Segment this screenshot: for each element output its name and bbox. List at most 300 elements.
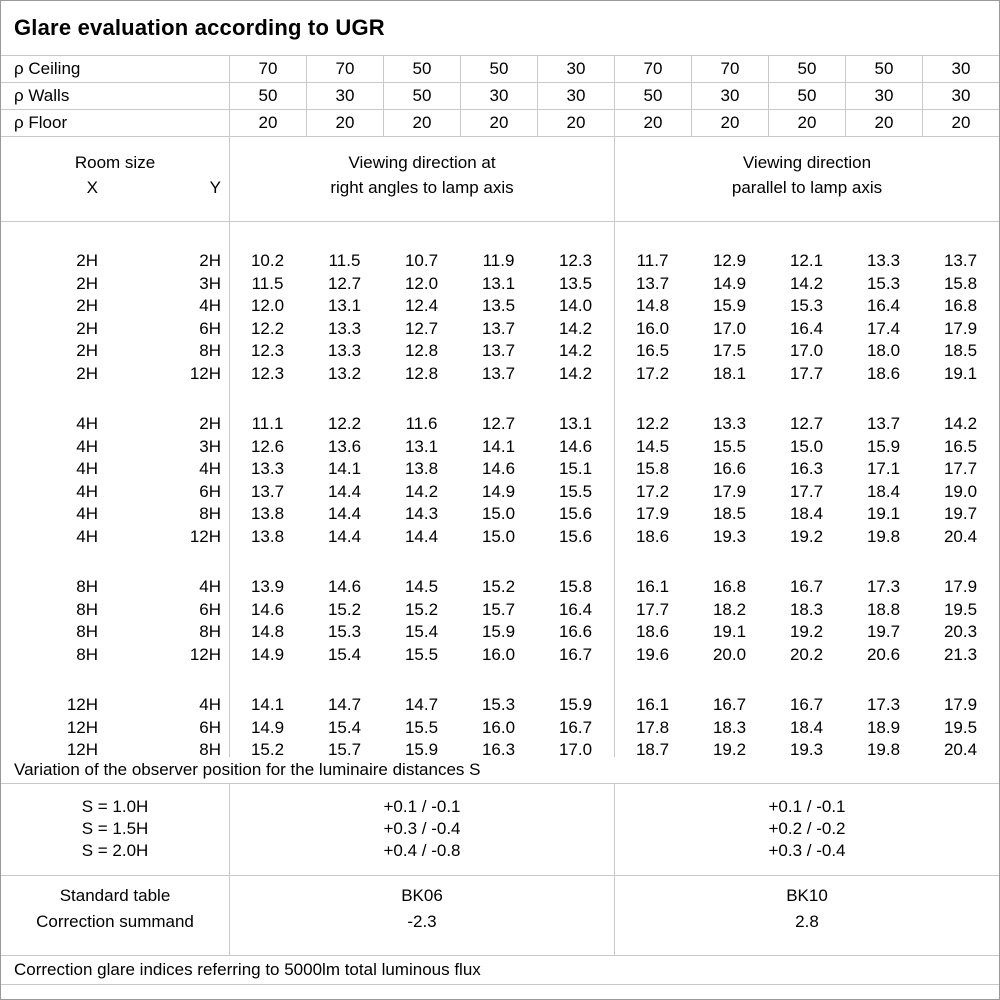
ugr-value: 17.7 <box>789 481 824 501</box>
reflectance-row-label: ρ Walls <box>14 86 70 105</box>
ugr-value: 16.4 <box>558 599 593 619</box>
room-size-x-value: 8H <box>76 577 98 596</box>
ugr-value: 17.7 <box>943 459 978 478</box>
ugr-value: 14.9 <box>712 273 747 293</box>
reflectance-value: 70 <box>691 56 768 82</box>
ugr-value: 16.4 <box>866 296 901 315</box>
room-size-x-value: 4H <box>76 414 98 433</box>
ugr-value: 17.8 <box>635 717 670 737</box>
ugr-value: 14.9 <box>250 717 285 737</box>
ugr-value: 15.4 <box>327 644 362 664</box>
ugr-table-row <box>1 250 999 273</box>
ugr-value: 13.1 <box>327 296 362 315</box>
ugr-value: 14.6 <box>558 436 593 456</box>
ugr-value: 16.3 <box>481 740 516 759</box>
page-title: Glare evaluation according to UGR <box>14 15 385 40</box>
ugr-value: 13.3 <box>250 459 285 478</box>
room-size-x-value: 2H <box>76 363 98 383</box>
ugr-value: 19.2 <box>789 622 824 641</box>
ugr-value: 17.0 <box>789 341 824 360</box>
reflectance-value: 20 <box>922 110 999 136</box>
ugr-value: 12.1 <box>789 251 824 270</box>
ugr-value: 12.2 <box>250 318 285 338</box>
ugr-value: 17.5 <box>712 341 747 360</box>
ugr-value: 16.6 <box>558 622 593 641</box>
correction-summand-label: Correction summand <box>36 912 194 931</box>
ugr-value: 14.0 <box>558 296 593 315</box>
ugr-value: 19.3 <box>789 740 824 759</box>
ugr-value: 16.8 <box>943 296 978 315</box>
ugr-value: 13.5 <box>481 296 516 315</box>
ugr-value: 14.2 <box>404 481 439 501</box>
ugr-value: 13.1 <box>481 273 516 293</box>
ugr-value: 15.2 <box>327 599 362 619</box>
ugr-value: 18.6 <box>635 622 670 641</box>
ugr-value: 17.1 <box>866 459 901 478</box>
ugr-table-row <box>1 481 999 504</box>
ugr-value: 14.3 <box>404 504 439 523</box>
ugr-row-group <box>1 250 999 385</box>
reflectance-value: 30 <box>922 56 999 82</box>
room-size-y-value: 8H <box>199 504 221 523</box>
reflectance-value: 30 <box>306 83 383 109</box>
ugr-value: 18.6 <box>866 363 901 383</box>
variation-value: +0.3 / -0.4 <box>768 841 846 860</box>
ugr-value: 14.4 <box>327 526 362 546</box>
ugr-value: 13.7 <box>943 251 978 270</box>
ugr-value: 19.8 <box>866 526 901 546</box>
reflectance-value: 20 <box>229 110 306 136</box>
room-size-y-value: 6H <box>199 318 221 338</box>
ugr-value: 12.0 <box>404 273 439 293</box>
ugr-value: 15.9 <box>558 695 593 714</box>
ugr-value: 17.9 <box>635 504 670 523</box>
variation-value: +0.4 / -0.8 <box>383 841 461 860</box>
ugr-value: 14.9 <box>481 481 516 501</box>
ugr-table-row <box>1 273 999 296</box>
variation-value: +0.1 / -0.1 <box>768 797 846 816</box>
room-size-x-value: 12H <box>66 740 98 759</box>
standard-right-angles <box>229 876 614 955</box>
ugr-table-row <box>1 739 999 762</box>
correction-summand-value: -2.3 <box>407 912 437 931</box>
ugr-value: 13.5 <box>558 273 593 293</box>
title-row <box>1 1 999 56</box>
ugr-value: 15.6 <box>558 504 593 523</box>
ugr-value: 15.1 <box>558 459 593 478</box>
ugr-value: 15.3 <box>481 695 516 714</box>
ugr-value: 17.3 <box>866 695 901 714</box>
ugr-table-row <box>1 694 999 717</box>
ugr-value: 13.2 <box>327 363 362 383</box>
standard-table-labels <box>1 876 229 955</box>
standard-table-value: BK10 <box>786 886 828 905</box>
ugr-value: 15.7 <box>481 599 516 619</box>
room-size-y-value: 12H <box>189 526 221 546</box>
ugr-row-group <box>1 694 999 762</box>
ugr-value: 21.3 <box>943 644 978 664</box>
ugr-value: 15.9 <box>866 436 901 456</box>
room-size-y-value: 4H <box>199 296 221 315</box>
reflectance-value: 20 <box>614 110 691 136</box>
s-variation-parallel <box>614 784 999 875</box>
reflectance-row-label: ρ Floor <box>14 113 68 132</box>
ugr-value: 13.1 <box>558 414 593 433</box>
ugr-value: 16.1 <box>635 695 670 714</box>
ugr-value: 16.1 <box>635 577 670 596</box>
ugr-value: 17.2 <box>635 363 670 383</box>
ugr-value: 16.7 <box>558 717 593 737</box>
ugr-value: 13.8 <box>250 504 285 523</box>
variation-value: +0.2 / -0.2 <box>768 819 846 838</box>
reflectance-value: 30 <box>845 83 922 109</box>
s-label: S = 1.0H <box>81 797 149 816</box>
ugr-value: 17.9 <box>943 695 978 714</box>
standard-table-value: BK06 <box>401 886 443 905</box>
reflectance-value: 20 <box>845 110 922 136</box>
ugr-value: 13.7 <box>481 363 516 383</box>
room-size-header <box>1 137 229 221</box>
ugr-value: 14.9 <box>250 644 285 664</box>
ugr-value: 13.7 <box>866 414 901 433</box>
ugr-value: 11.7 <box>636 251 669 270</box>
ugr-value: 12.3 <box>250 363 285 383</box>
ugr-value: 12.3 <box>250 341 285 360</box>
ugr-table-row <box>1 644 999 667</box>
ugr-value: 18.5 <box>712 504 747 523</box>
ugr-value: 13.7 <box>635 273 670 293</box>
ugr-value: 17.0 <box>712 318 747 338</box>
ugr-value: 17.3 <box>866 577 901 596</box>
ugr-value: 14.6 <box>481 459 516 478</box>
ugr-value: 11.1 <box>251 414 284 433</box>
room-size-x-value: 2H <box>76 341 98 360</box>
s-label: S = 1.5H <box>81 819 149 838</box>
reflectance-value: 70 <box>306 56 383 82</box>
ugr-value: 19.6 <box>635 644 670 664</box>
ugr-value: 15.3 <box>789 296 824 315</box>
ugr-value: 20.2 <box>789 644 824 664</box>
ugr-table-row <box>1 340 999 363</box>
ugr-value: 15.0 <box>481 504 516 523</box>
ugr-value: 19.7 <box>943 504 978 523</box>
ugr-table-row <box>1 503 999 526</box>
correction-summand-value: 2.8 <box>795 912 819 931</box>
ugr-value: 15.9 <box>404 740 439 759</box>
room-size-x-value: 2H <box>76 296 98 315</box>
column-divider <box>229 222 230 757</box>
ugr-value: 15.8 <box>943 273 978 293</box>
right-angles-header-line1: Viewing direction at <box>348 153 496 172</box>
ugr-value: 17.7 <box>789 363 824 383</box>
ugr-value: 15.5 <box>404 644 439 664</box>
ugr-value: 13.6 <box>327 436 362 456</box>
ugr-value: 18.0 <box>866 341 901 360</box>
ugr-value: 11.9 <box>482 251 515 270</box>
ugr-value: 19.3 <box>712 526 747 546</box>
room-size-y-value: 2H <box>199 414 221 433</box>
ugr-value: 16.5 <box>943 436 978 456</box>
ugr-value: 20.0 <box>712 644 747 664</box>
ugr-table-row <box>1 295 999 318</box>
ugr-value: 10.7 <box>404 251 439 270</box>
ugr-value: 12.7 <box>789 414 824 433</box>
ugr-row-group <box>1 576 999 666</box>
room-size-x-value: 4H <box>76 504 98 523</box>
variation-value: +0.3 / -0.4 <box>383 819 461 838</box>
room-size-y-value: 6H <box>199 599 221 619</box>
room-size-y-value: 4H <box>199 695 221 714</box>
ugr-value: 18.4 <box>866 481 901 501</box>
ugr-value: 17.0 <box>558 740 593 759</box>
ugr-value: 13.1 <box>404 436 439 456</box>
room-size-x-value: 4H <box>76 481 98 501</box>
standard-table-section <box>1 876 999 956</box>
ugr-value: 16.7 <box>712 695 747 714</box>
xy-labels <box>1 175 229 200</box>
ugr-value: 12.9 <box>712 251 747 270</box>
ugr-data-area <box>1 222 999 757</box>
group-divider <box>614 222 615 757</box>
ugr-value: 16.4 <box>789 318 824 338</box>
ugr-value: 13.8 <box>404 459 439 478</box>
room-size-y-value: 6H <box>199 481 221 501</box>
ugr-value: 18.1 <box>712 363 747 383</box>
reflectance-value: 30 <box>922 83 999 109</box>
room-size-y-value: 8H <box>199 622 221 641</box>
reflectance-row <box>1 83 999 110</box>
ugr-table-row <box>1 363 999 386</box>
ugr-table-row <box>1 526 999 549</box>
ugr-value: 14.1 <box>481 436 516 456</box>
ugr-value: 16.0 <box>481 644 516 664</box>
reflectance-value: 50 <box>845 56 922 82</box>
ugr-value: 14.2 <box>558 341 593 360</box>
reflectance-value: 50 <box>229 83 306 109</box>
ugr-value: 19.2 <box>712 740 747 759</box>
ugr-table-row <box>1 717 999 740</box>
room-size-y-value: 8H <box>199 341 221 360</box>
ugr-value: 14.8 <box>250 622 285 641</box>
reflectance-value: 50 <box>614 83 691 109</box>
room-size-y-value: 3H <box>199 273 221 293</box>
ugr-value: 16.6 <box>712 459 747 478</box>
ugr-value: 18.4 <box>789 717 824 737</box>
ugr-value: 13.3 <box>327 318 362 338</box>
ugr-value: 15.8 <box>635 459 670 478</box>
ugr-value: 17.9 <box>712 481 747 501</box>
ugr-value: 12.7 <box>404 318 439 338</box>
reflectance-value: 30 <box>537 83 614 109</box>
y-column-label: Y <box>209 178 221 197</box>
ugr-value: 16.7 <box>558 644 593 664</box>
room-size-y-value: 4H <box>199 577 221 596</box>
ugr-value: 20.4 <box>943 526 978 546</box>
ugr-value: 19.2 <box>789 526 824 546</box>
reflectance-value: 50 <box>383 56 460 82</box>
ugr-value: 18.8 <box>866 599 901 619</box>
ugr-value: 18.3 <box>789 599 824 619</box>
standard-table-label: Standard table <box>59 886 171 905</box>
ugr-value: 19.1 <box>866 504 901 523</box>
ugr-value: 16.0 <box>481 717 516 737</box>
ugr-value: 19.5 <box>943 599 978 619</box>
s-variation-right-angles <box>229 784 614 875</box>
ugr-value: 14.2 <box>789 273 824 293</box>
ugr-value: 12.7 <box>327 273 362 293</box>
ugr-value: 15.5 <box>558 481 593 501</box>
reflectance-value: 50 <box>460 56 537 82</box>
ugr-value: 19.1 <box>712 622 747 641</box>
ugr-value: 10.2 <box>250 251 285 270</box>
ugr-value: 14.7 <box>404 695 439 714</box>
ugr-value: 19.8 <box>866 740 901 759</box>
reflectance-value: 70 <box>614 56 691 82</box>
ugr-value: 12.3 <box>558 251 593 270</box>
right-angles-group-header <box>229 137 614 221</box>
ugr-value: 16.5 <box>635 341 670 360</box>
room-size-x-value: 12H <box>66 717 98 737</box>
reflectance-section <box>1 56 999 137</box>
ugr-value: 13.7 <box>481 341 516 360</box>
ugr-value: 15.2 <box>250 740 285 759</box>
ugr-value: 15.3 <box>327 622 362 641</box>
ugr-value: 18.3 <box>712 717 747 737</box>
ugr-table-row <box>1 621 999 644</box>
ugr-table-row <box>1 436 999 459</box>
ugr-value: 15.0 <box>789 436 824 456</box>
s-distance-labels <box>1 784 229 875</box>
ugr-value: 13.7 <box>481 318 516 338</box>
ugr-table-row <box>1 318 999 341</box>
room-size-x-value: 4H <box>76 459 98 478</box>
ugr-value: 16.7 <box>789 577 824 596</box>
ugr-value: 19.0 <box>943 481 978 501</box>
ugr-table-row <box>1 576 999 599</box>
reflectance-value: 70 <box>229 56 306 82</box>
room-size-x-value: 12H <box>66 695 98 714</box>
reflectance-value: 30 <box>691 83 768 109</box>
ugr-value: 18.2 <box>712 599 747 619</box>
ugr-value: 15.2 <box>404 599 439 619</box>
parallel-header-line1: Viewing direction <box>742 153 872 172</box>
ugr-table-row <box>1 413 999 436</box>
ugr-value: 14.2 <box>558 363 593 383</box>
ugr-value: 17.4 <box>866 318 901 338</box>
room-size-x-value: 2H <box>76 273 98 293</box>
ugr-value: 15.9 <box>481 622 516 641</box>
standard-parallel <box>614 876 999 955</box>
ugr-value: 19.5 <box>943 717 978 737</box>
ugr-table-row <box>1 599 999 622</box>
reflectance-value: 20 <box>383 110 460 136</box>
room-size-y-value: 2H <box>199 251 221 270</box>
ugr-value: 20.4 <box>943 740 978 759</box>
ugr-value: 17.9 <box>943 577 978 596</box>
room-size-y-value: 12H <box>189 363 221 383</box>
ugr-value: 12.6 <box>250 436 285 456</box>
ugr-value: 14.5 <box>635 436 670 456</box>
reflectance-value: 20 <box>768 110 845 136</box>
ugr-value: 14.2 <box>558 318 593 338</box>
room-size-x-value: 4H <box>76 436 98 456</box>
ugr-value: 16.3 <box>789 459 824 478</box>
ugr-value: 13.3 <box>712 414 747 433</box>
ugr-value: 12.8 <box>404 363 439 383</box>
parallel-group-header <box>614 137 999 221</box>
ugr-value: 18.7 <box>635 740 670 759</box>
right-angles-header-line2: right angles to lamp axis <box>330 178 514 197</box>
ugr-value: 12.0 <box>250 296 285 315</box>
ugr-value: 15.7 <box>327 740 362 759</box>
ugr-value: 14.5 <box>404 577 439 596</box>
ugr-value: 18.9 <box>866 717 901 737</box>
ugr-value: 15.9 <box>712 296 747 315</box>
ugr-value: 19.1 <box>943 363 978 383</box>
ugr-value: 15.5 <box>404 717 439 737</box>
ugr-value: 14.1 <box>250 695 285 714</box>
room-size-x-value: 8H <box>76 599 98 619</box>
observer-variation-section <box>1 784 999 876</box>
ugr-value: 17.7 <box>635 599 670 619</box>
ugr-value: 14.6 <box>327 577 362 596</box>
ugr-value: 15.2 <box>481 577 516 596</box>
ugr-value: 16.8 <box>712 577 747 596</box>
variation-value: +0.1 / -0.1 <box>383 797 461 816</box>
ugr-value: 14.7 <box>327 695 362 714</box>
ugr-value: 17.9 <box>943 318 978 338</box>
parallel-header-line2: parallel to lamp axis <box>731 178 883 197</box>
reflectance-row <box>1 110 999 137</box>
ugr-value: 16.0 <box>635 318 670 338</box>
ugr-table-row <box>1 458 999 481</box>
ugr-value: 14.4 <box>404 526 439 546</box>
ugr-value: 17.2 <box>635 481 670 501</box>
ugr-value: 15.5 <box>712 436 747 456</box>
variation-note: Variation of the observer position for the luminaire distances S <box>1 757 999 784</box>
ugr-value: 18.5 <box>943 341 978 360</box>
ugr-value: 11.6 <box>405 414 438 433</box>
ugr-value: 14.4 <box>327 504 362 523</box>
room-size-x-value: 2H <box>76 251 98 270</box>
ugr-row-group <box>1 413 999 548</box>
reflectance-value: 50 <box>768 83 845 109</box>
table-header-row <box>1 137 999 222</box>
room-size-y-value: 12H <box>189 644 221 664</box>
room-size-x-value: 8H <box>76 622 98 641</box>
ugr-value: 15.8 <box>558 577 593 596</box>
ugr-value: 14.4 <box>327 481 362 501</box>
ugr-value: 13.9 <box>250 577 285 596</box>
room-size-x-value: 8H <box>76 644 98 664</box>
ugr-value: 16.7 <box>789 695 824 714</box>
ugr-value: 20.6 <box>866 644 901 664</box>
ugr-value: 19.7 <box>866 622 901 641</box>
reflectance-value: 50 <box>383 83 460 109</box>
reflectance-value: 20 <box>537 110 614 136</box>
ugr-value: 18.4 <box>789 504 824 523</box>
ugr-value: 11.5 <box>328 251 361 270</box>
ugr-value: 14.8 <box>635 296 670 315</box>
room-size-y-value: 4H <box>199 459 221 478</box>
reflectance-value: 30 <box>537 56 614 82</box>
ugr-value: 15.4 <box>327 717 362 737</box>
ugr-value: 14.1 <box>327 459 362 478</box>
ugr-value: 13.8 <box>250 526 285 546</box>
ugr-value: 11.5 <box>251 273 284 293</box>
ugr-value: 14.2 <box>943 414 978 433</box>
x-column-label: X <box>86 178 98 197</box>
